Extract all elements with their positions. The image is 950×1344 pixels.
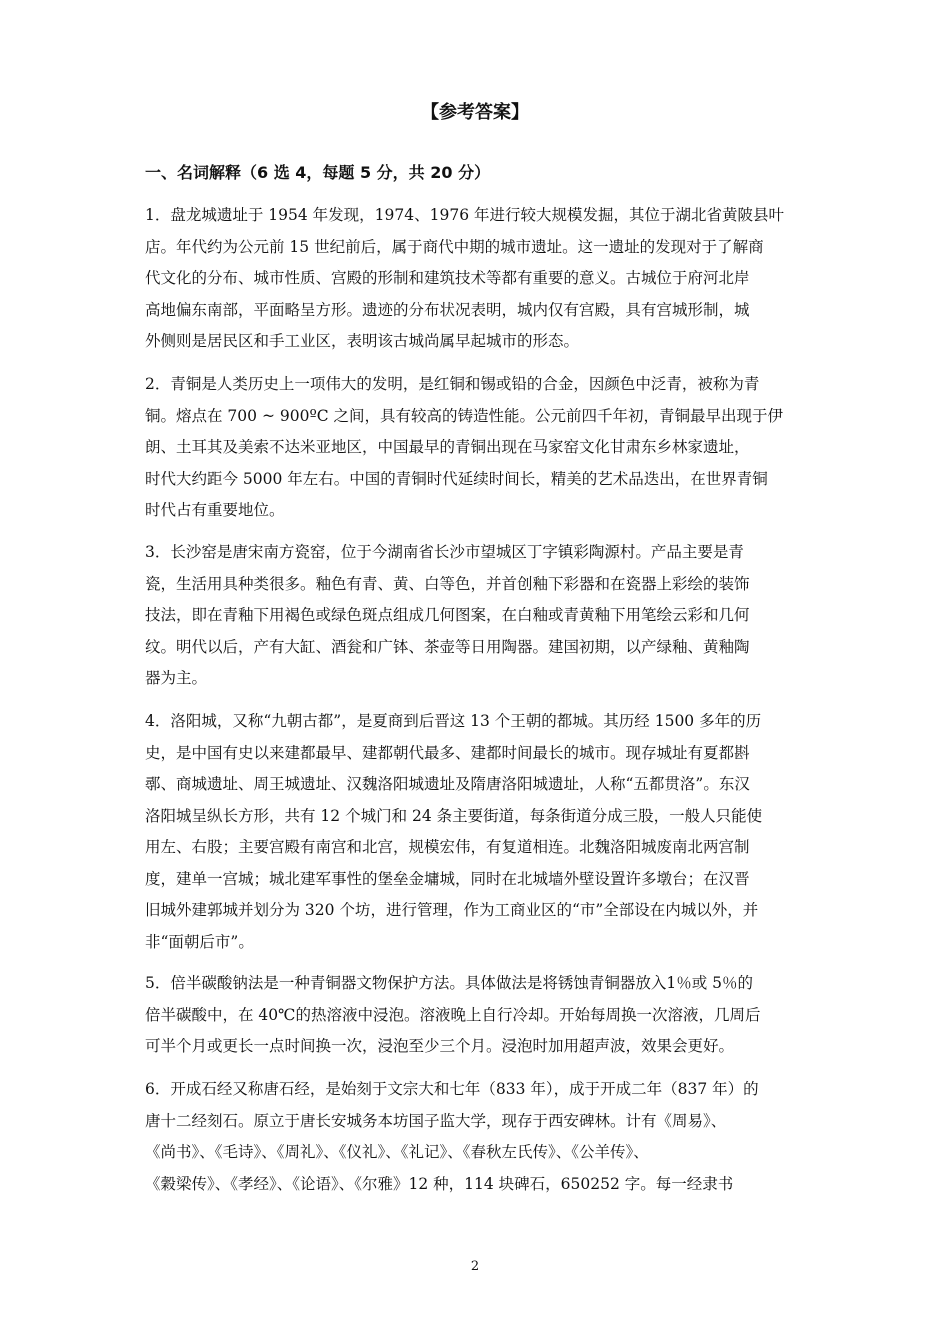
answer-paragraph-5 [145,968,817,1063]
paragraph-line: 倍半碳酸中，在 40℃的热溶液中浸泡。溶液晚上自行冷却。开始每周换一次溶液，几周后 [145,1005,761,1024]
paragraph-line: 用左、右股；主要宫殿有南宫和北宫，规模宏伟，有复道相连。北魏洛阳城废南北两宫制 [145,838,750,856]
paragraph-line: 《穀梁传》、《孝经》、《论语》、《尔雅》12 种，114 块碑石，650252 字。每一经隶书 [145,1174,734,1193]
answer-paragraph-4 [145,706,817,958]
answer-paragraph-3 [145,537,817,695]
answer-paragraph-6 [145,1074,817,1200]
document-title: 【参考答案】 [421,102,529,123]
paragraph-line: 时代占有重要地位。 [145,501,285,519]
paragraph-line: 非“面朝后市”。 [145,932,254,951]
paragraph-line: 朗、土耳其及美索不达米亚地区，中国最早的青铜出现在马家窑文化甘肃东乡林家遗址， [145,438,750,456]
answer-paragraph-2 [145,369,817,527]
paragraph-line: 4．洛阳城，又称“九朝古都”，是夏商到后晋这 13 个王朝的都城。其历经 1500 多年的历 [145,712,762,730]
paragraph-line: 铜。熔点在 700 ~ 900ºC 之间，具有较高的铸造性能。公元前四千年初，青铜最早出现于伊 [145,406,784,425]
paragraph-line: 器为主。 [145,669,208,687]
paragraph-line: 2．青铜是人类历史上一项伟大的发明，是红铜和锡或铅的合金，因颜色中泛青，被称为青 [145,375,760,393]
paragraph-line: 外侧则是居民区和手工业区，表明该古城尚属早起城市的形态。 [145,332,580,350]
paragraph-line: 高地偏东南部，平面略呈方形。遗迹的分布状况表明，城内仅有宫殿，具有宫城形制，城 [145,300,750,319]
paragraph-line: 洛阳城呈纵长方形，共有 12 个城门和 24 条主要街道，每条街道分成三股，一般人只能使 [145,806,763,825]
paragraph-line: 史，是中国有史以来建都最早、建都朝代最多、建都时间最长的城市。现存城址有夏都斟 [145,743,750,762]
paragraph-line: 时代大约距今 5000 年左右。中国的青铜时代延续时间长，精美的艺术品迭出，在世界青铜 [145,469,768,488]
paragraph-line: 可半个月或更长一点时间换一次，浸泡至少三个月。浸泡时加用超声波，效果会更好。 [145,1037,735,1055]
paragraph-line: 技法，即在青釉下用褐色或绿色斑点组成几何图案，在白釉或青黄釉下用笔绘云彩和几何 [145,606,750,624]
paragraph-line: 度，建单一宫城；城北建军事性的堡垒金墉城，同时在北城墙外壁设置许多墩台；在汉晋 [145,869,750,888]
paragraph-line: 瓷，生活用具种类很多。釉色有青、黄、白等色，并首创釉下彩器和在瓷器上彩绘的装饰 [145,574,750,593]
paragraph-line: 5．倍半碳酸钠法是一种青铜器文物保护方法。具体做法是将锈蚀青铜器放入1％或 5％的 [145,974,754,992]
paragraph-line: 鄩、商城遗址、周王城遗址、汉魏洛阳城遗址及隋唐洛阳城遗址，人称“五都贯洛”。东汉 [145,775,750,793]
paragraph-line: 6．开成石经又称唐石经，是始刻于文宗大和七年（833 年），成于开成二年（837 年）的 [145,1080,759,1098]
paragraph-line: 唐十二经刻石。原立于唐长安城务本坊国子监大学，现存于西安碑林。计有《周易》、 [145,1111,727,1130]
section-heading: 一、名词解释（6 选 4，每题 5 分，共 20 分） [145,163,491,182]
paragraph-line: 旧城外建郭城并划分为 320 个坊，进行管理，作为工商业区的“市”全部设在内城以外，并 [145,901,759,919]
paragraph-line: 代文化的分布、城市性质、宫殿的形制和建筑技术等都有重要的意义。古城位于府河北岸 [145,269,750,287]
answer-paragraph-1 [145,200,817,358]
paragraph-line: 1．盘龙城遗址于 1954 年发现，1974、1976 年进行较大规模发掘，其位于湖北省黄陂县叶 [145,206,784,224]
paragraph-line: 《尚书》、《毛诗》、《周礼》、《仪礼》、《礼记》、《春秋左氏传》、《公羊传》、 [145,1143,649,1161]
paragraph-line: 店。年代约为公元前 15 世纪前后，属于商代中期的城市遗址。这一遗址的发现对于了解商 [145,237,764,256]
paragraph-line: 3．长沙窑是唐宋南方瓷窑，位于今湖南省长沙市望城区丁字镇彩陶源村。产品主要是青 [145,543,744,561]
paragraph-line: 纹。明代以后，产有大缸、酒瓮和广钵、茶壶等日用陶器。建国初期，以产绿釉、黄釉陶 [145,637,750,656]
page-number: 2 [470,1259,480,1274]
